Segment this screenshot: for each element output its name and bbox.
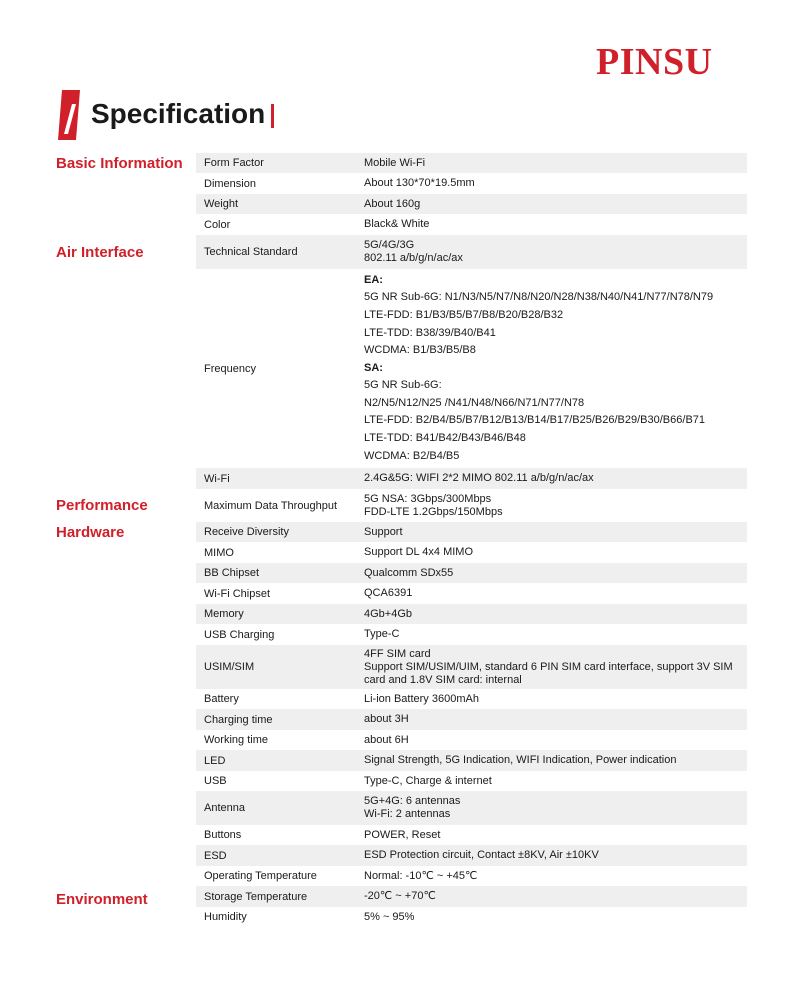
spec-value: Support xyxy=(364,525,403,538)
spec-label: MIMO xyxy=(204,546,234,559)
spec-row-buttons xyxy=(196,825,747,845)
spec-label: Wi-Fi Chipset xyxy=(204,587,271,600)
spec-value: 5G+4G: 6 antennas Wi-Fi: 2 antennas xyxy=(364,795,461,820)
spec-label: LED xyxy=(204,754,226,767)
spec-value: ESD Protection circuit, Contact ±8KV, Air ±10KV xyxy=(364,849,599,861)
spec-value: 5% ~ 95% xyxy=(364,910,415,923)
spec-value: -20℃ ~ +70℃ xyxy=(364,890,436,902)
spec-value: Qualcomm SDx55 xyxy=(364,566,454,579)
spec-value: 2.4G&5G: WIFI 2*2 MIMO 802.11 a/b/g/n/ac/ax xyxy=(364,472,594,484)
spec-label: Receive Diversity xyxy=(204,526,289,538)
spec-row-usb xyxy=(196,771,747,791)
spec-row-led xyxy=(196,750,747,771)
spec-value: 4Gb+4Gb xyxy=(364,607,413,620)
section-performance: Performance xyxy=(56,497,148,514)
section-basic-information: Basic Information xyxy=(56,155,183,172)
spec-value: POWER, Reset xyxy=(364,828,441,841)
spec-label: Weight xyxy=(204,198,239,210)
section-air-interface: Air Interface xyxy=(56,244,144,261)
spec-row-dimension xyxy=(196,173,747,194)
spec-row-humidity xyxy=(196,907,747,927)
spec-value: about 6H xyxy=(364,733,409,746)
spec-label: Frequency xyxy=(204,362,256,375)
spec-value: about 3H xyxy=(364,713,409,725)
section-environment: Environment xyxy=(56,891,148,908)
title-divider xyxy=(271,104,274,128)
spec-label: ESD xyxy=(204,849,227,862)
spec-row-usim-sim xyxy=(196,645,747,689)
page-title: Specification xyxy=(91,98,266,129)
spec-label: Color xyxy=(204,218,231,231)
spec-label: Humidity xyxy=(204,911,247,923)
spec-row-technical-standard xyxy=(196,235,747,269)
spec-label: BB Chipset xyxy=(204,567,260,579)
spec-row-receive-diversity xyxy=(196,522,747,542)
spec-label: Working time xyxy=(204,734,268,746)
title-accent-mark xyxy=(58,90,80,140)
spec-row-bb-chipset xyxy=(196,563,747,583)
spec-value: EA: 5G NR Sub-6G: N1/N3/N5/N7/N8/N20/N28/N38/N40/N41/N77/N78/N79 LTE-FDD: B1/B3/B5/B7/B8/B20/B28/B32 LTE-TDD: B38/39/B40/B41 WCDMA: B1/B3/B5/B8 SA: 5G NR Sub-6G: N2/N5/N12/N25 /N41/N48/N66/N71/N77/N78 LTE-FDD: B2/B4/B5/B7/B12/B13/B14/B17/B25/B26/B29/B30/B66/B71 LTE-TDD: B41/B42/B43/B46/B48 WCDMA: B2/B4/B5 xyxy=(364,272,747,466)
spec-label: Operating Temperature xyxy=(204,870,317,882)
spec-label: Dimension xyxy=(204,177,256,190)
spec-label: Form Factor xyxy=(204,157,264,169)
spec-label: Wi-Fi xyxy=(204,472,230,485)
region-heading: EA: xyxy=(364,273,383,286)
spec-label: Buttons xyxy=(204,829,242,841)
spec-label: Storage Temperature xyxy=(204,890,308,903)
spec-value: Signal Strength, 5G Indication, WIFI Indication, Power indication xyxy=(364,754,677,766)
spec-row-working-time xyxy=(196,730,747,750)
spec-value: Li-ion Battery 3600mAh xyxy=(364,692,479,705)
spec-row-charging-time xyxy=(196,709,747,730)
spec-value: QCA6391 xyxy=(364,587,413,599)
spec-value: 5G NSA: 3Gbps/300Mbps FDD-LTE 1.2Gbps/150Mbps xyxy=(364,492,503,518)
spec-row-operating-temperature xyxy=(196,866,747,886)
spec-row-weight xyxy=(196,194,747,214)
spec-label: Charging time xyxy=(204,713,273,726)
spec-row-battery xyxy=(196,689,747,709)
spec-value: Normal: -10℃ ~ +45℃ xyxy=(364,869,478,882)
section-hardware: Hardware xyxy=(56,524,125,541)
spec-value: Mobile Wi-Fi xyxy=(364,156,426,169)
spec-value: About 130*70*19.5mm xyxy=(364,177,475,189)
spec-value: Type-C xyxy=(364,628,400,640)
spec-label: Technical Standard xyxy=(204,246,298,258)
region-heading: SA: xyxy=(364,361,383,374)
spec-table xyxy=(196,153,747,927)
spec-row-usb-charging xyxy=(196,624,747,645)
spec-row-memory xyxy=(196,604,747,624)
spec-row-form-factor xyxy=(196,153,747,173)
spec-value: 5G/4G/3G 802.11 a/b/g/n/ac/ax xyxy=(364,239,463,264)
spec-value: 4FF SIM card Support SIM/USIM/UIM, standard 6 PIN SIM card interface, support 3V SIM card and 1.8V SIM card: internal xyxy=(364,647,733,686)
brand-logo: PINSU xyxy=(596,41,713,83)
spec-value: Support DL 4x4 MIMO xyxy=(364,546,474,558)
spec-row-max-throughput xyxy=(196,489,747,522)
spec-value: Type-C, Charge & internet xyxy=(364,774,492,787)
spec-label: USB xyxy=(204,775,227,787)
spec-label: USIM/SIM xyxy=(204,661,255,673)
spec-row-esd xyxy=(196,845,747,866)
spec-row-wifi xyxy=(196,468,747,489)
spec-row-storage-temperature xyxy=(196,886,747,907)
spec-row-frequency xyxy=(196,269,747,468)
spec-row-wifi-chipset xyxy=(196,583,747,604)
spec-value: Black& White xyxy=(364,218,430,230)
spec-row-antenna xyxy=(196,791,747,825)
spec-label: Battery xyxy=(204,693,239,705)
spec-row-mimo xyxy=(196,542,747,563)
spec-value: About 160g xyxy=(364,197,421,210)
spec-label: Antenna xyxy=(204,802,245,814)
spec-label: Memory xyxy=(204,608,244,620)
spec-row-color xyxy=(196,214,747,235)
spec-label: Maximum Data Throughput xyxy=(204,499,338,512)
spec-label: USB Charging xyxy=(204,628,275,641)
